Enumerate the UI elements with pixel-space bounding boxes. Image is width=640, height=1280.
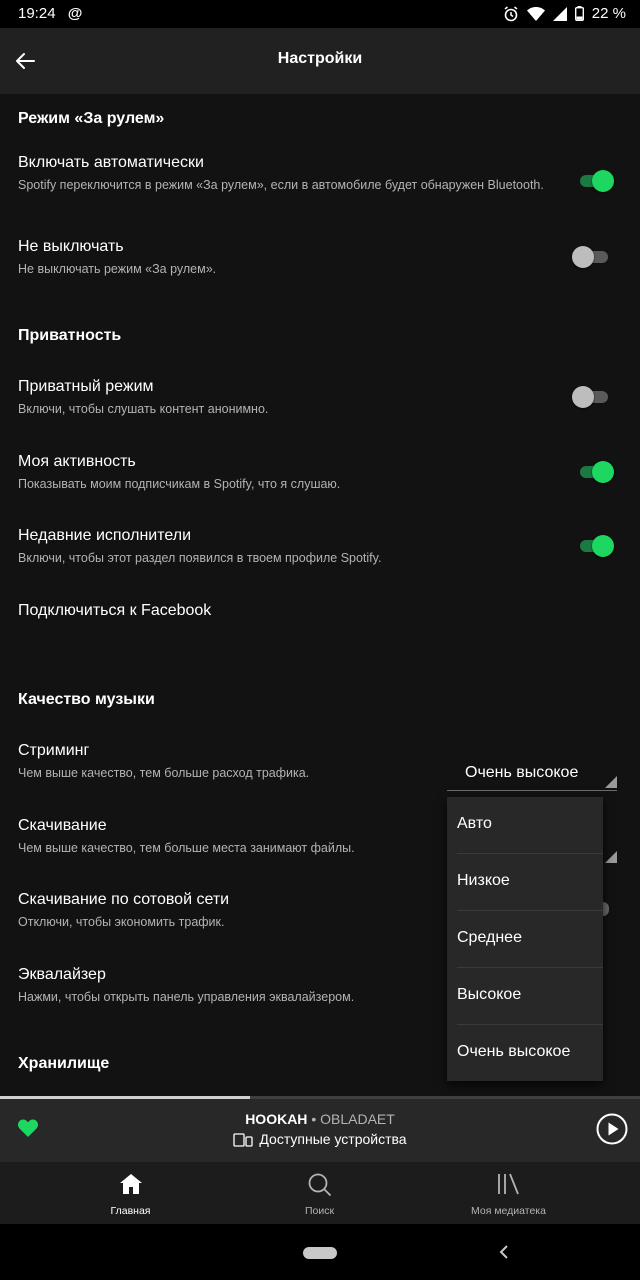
connect-facebook-item[interactable]: Подключиться к Facebook	[18, 602, 212, 619]
dropdown-triangle-icon	[605, 776, 617, 788]
app-bar	[0, 28, 640, 94]
setting-subtitle: Чем выше качество, тем больше расход трафика.	[18, 766, 310, 780]
setting-title: Не выключать	[18, 238, 124, 255]
setting-subtitle: Не выключать режим «За рулем».	[18, 262, 217, 276]
option-label: Низкое	[457, 872, 510, 889]
setting-title: Недавние исполнители	[18, 527, 191, 544]
dropdown-option-auto[interactable]	[447, 797, 603, 853]
status-left	[18, 5, 82, 22]
artist-name: OBLADAET	[320, 1111, 395, 1127]
setting-title: Включать автоматически	[18, 154, 204, 171]
keep-on-toggle[interactable]	[572, 244, 618, 270]
section-title-car-mode: Режим «За рулем»	[18, 110, 165, 127]
option-label: Среднее	[457, 929, 522, 946]
home-gesture-pill[interactable]	[303, 1247, 337, 1259]
setting-title: Скачивание по сотовой сети	[18, 891, 230, 908]
back-chevron-icon[interactable]	[497, 1244, 511, 1265]
setting-title: Эквалайзер	[18, 966, 106, 983]
play-icon	[596, 1113, 628, 1145]
at-icon: @	[67, 5, 83, 22]
system-navigation-bar	[0, 1224, 640, 1280]
download-select-triangle-icon	[605, 851, 617, 863]
tab-label: Моя медиатека	[471, 1205, 546, 1217]
setting-title: Моя активность	[18, 453, 136, 470]
alarm-icon	[503, 6, 519, 22]
toggle-knob	[572, 386, 594, 408]
section-title-storage: Хранилище	[18, 1055, 110, 1072]
setting-subtitle: Включи, чтобы этот раздел появился в твоем профиле Spotify.	[18, 551, 382, 565]
my-activity-toggle[interactable]	[572, 459, 618, 485]
wifi-icon	[527, 7, 545, 21]
setting-subtitle: Включи, чтобы слушать контент анонимно.	[18, 402, 269, 416]
setting-title: Стриминг	[18, 742, 90, 759]
status-bar	[0, 0, 640, 28]
setting-subtitle: Нажми, чтобы открыть панель управления эквалайзером.	[18, 990, 355, 1004]
dropdown-option-very-high[interactable]	[447, 1025, 603, 1081]
tab-label: Поиск	[304, 1205, 335, 1217]
tab-home[interactable]	[24, 1162, 237, 1224]
setting-subtitle: Чем выше качество, тем больше места занимают файлы.	[18, 841, 355, 855]
page-title: Настройки	[277, 50, 363, 67]
option-label: Очень высокое	[457, 1043, 571, 1060]
dropdown-option-medium[interactable]	[447, 911, 603, 967]
setting-title: Приватный режим	[18, 378, 154, 395]
setting-title: Скачивание	[18, 817, 107, 834]
tab-library[interactable]	[402, 1162, 615, 1224]
recent-artists-toggle[interactable]	[572, 533, 618, 559]
dropdown-option-high[interactable]	[447, 968, 603, 1024]
setting-subtitle: Показывать моим подписчикам в Spotify, что я слушаю.	[18, 477, 341, 491]
toggle-knob	[592, 535, 614, 557]
toggle-knob	[592, 170, 614, 192]
track-info	[0, 1111, 640, 1127]
devices-icon	[233, 1133, 253, 1147]
private-mode-toggle[interactable]	[572, 384, 618, 410]
battery-level: 22 %	[591, 5, 626, 22]
section-title-music-quality: Качество музыки	[18, 691, 155, 708]
option-label: Высокое	[457, 986, 522, 1003]
signal-icon	[553, 7, 567, 21]
battery-icon	[575, 6, 584, 21]
select-value: Очень высокое	[465, 764, 579, 781]
track-title: HOOKAH	[245, 1111, 308, 1127]
setting-subtitle: Spotify переключится в режим «За рулем», если в автомобиле будет обнаружен Bluetooth.	[18, 178, 544, 192]
search-icon	[307, 1172, 333, 1198]
toggle-knob	[572, 246, 594, 268]
devices-link[interactable]	[0, 1131, 640, 1147]
section-title-privacy: Приватность	[18, 327, 122, 344]
quality-dropdown-menu[interactable]	[447, 797, 603, 1081]
auto-on-toggle[interactable]	[572, 168, 618, 194]
streaming-quality-select[interactable]	[447, 756, 617, 791]
play-button[interactable]	[596, 1113, 628, 1150]
devices-label: Доступные устройства	[259, 1131, 407, 1147]
now-playing-bar[interactable]	[0, 1099, 640, 1162]
bottom-tab-bar	[0, 1162, 640, 1224]
status-time: 19:24	[18, 5, 56, 22]
setting-subtitle: Отключи, чтобы экономить трафик.	[18, 915, 225, 929]
library-icon	[496, 1172, 522, 1196]
tab-search[interactable]	[213, 1162, 426, 1224]
toggle-knob	[592, 461, 614, 483]
tab-label: Главная	[110, 1205, 151, 1217]
separator: •	[311, 1111, 317, 1127]
option-label: Авто	[457, 815, 492, 832]
home-icon	[119, 1172, 143, 1196]
dropdown-option-low[interactable]	[447, 854, 603, 910]
status-right	[503, 5, 626, 22]
